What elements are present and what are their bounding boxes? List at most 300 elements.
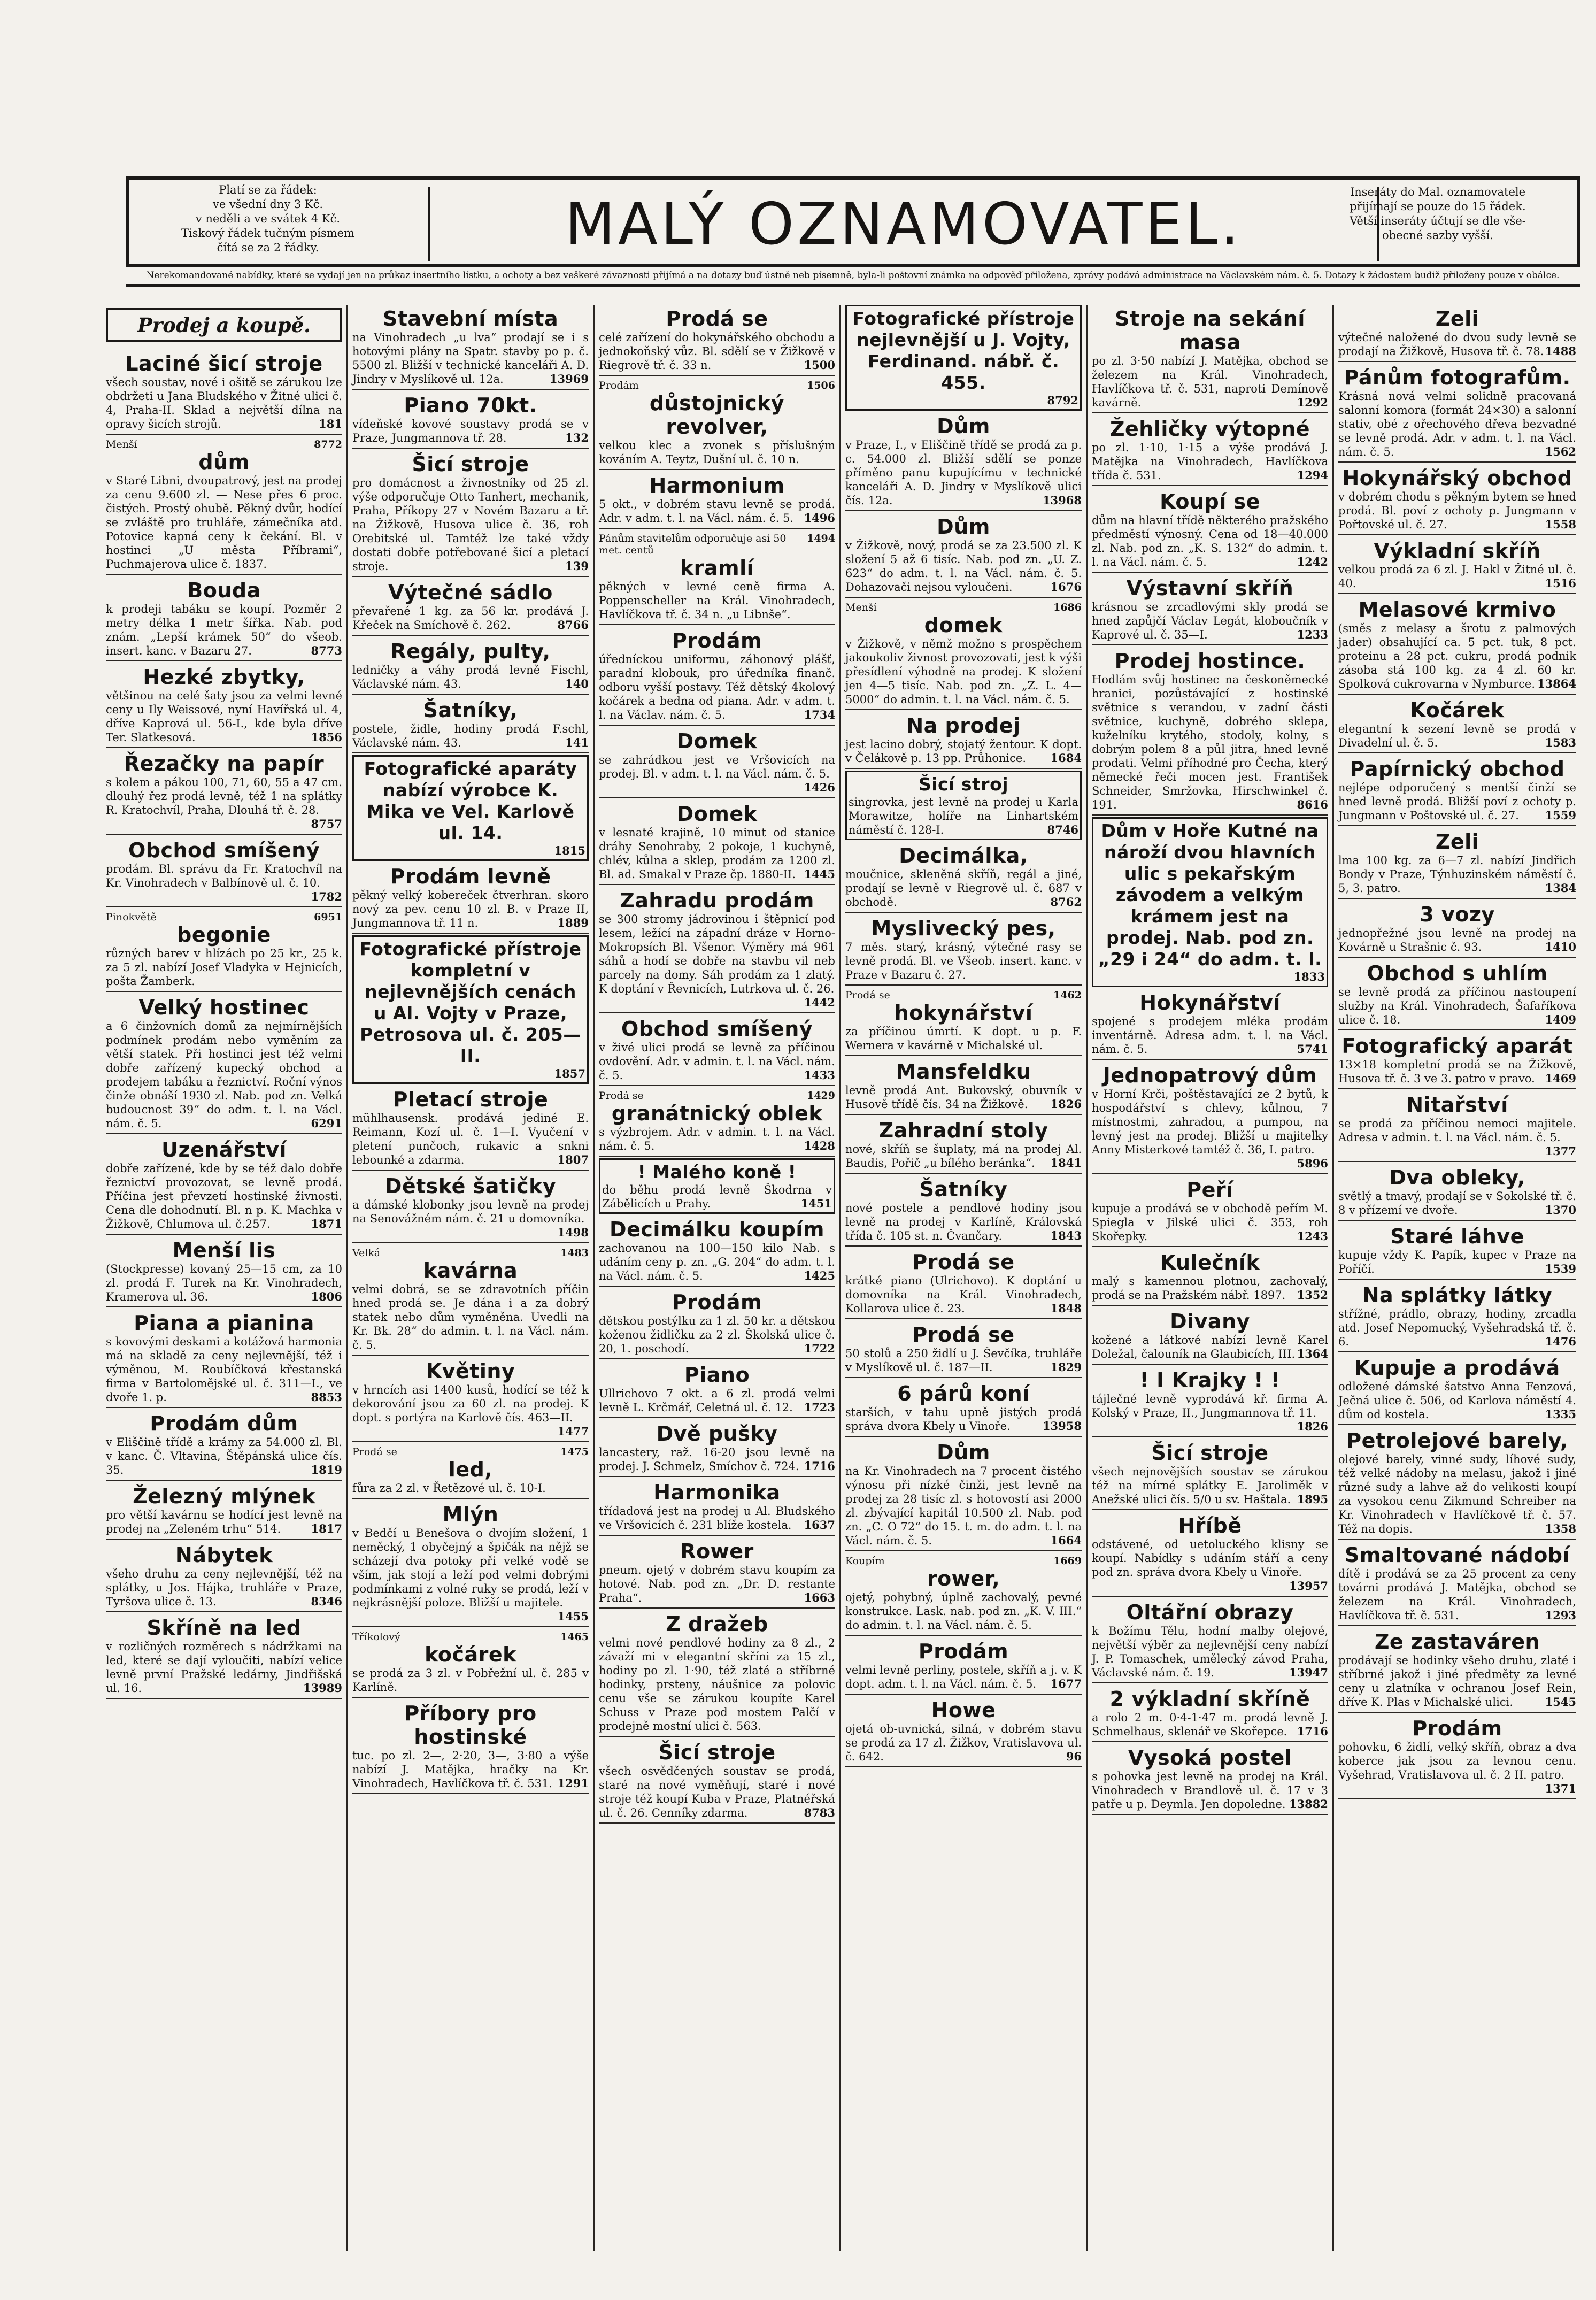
ad-text xyxy=(1338,722,1576,750)
ad-body: spojené s prodejem mléka prodám inventárně. Adresa adm. t. l. na Václ. nám. č. 5. xyxy=(1092,1015,1328,1056)
classified-ad xyxy=(352,1501,589,1627)
ad-body: v Praze, I., v Eliščině třídě se prodá za p. c. 54.000 zl. Bližší sdělí se ponze příměno panu kupujícímu v technické kanceláři A. D. Jindry v Myslíkově ulici čís. 12a. xyxy=(845,439,1082,507)
classified-ad xyxy=(352,1699,589,1794)
ad-number: 1494 xyxy=(807,533,835,544)
ad-body: vídeňské kovové soustavy prodá se v Praze, Jungmannova tř. 28. xyxy=(352,418,589,444)
ad-text xyxy=(1092,1014,1328,1056)
ad-number: 1451 xyxy=(800,1197,832,1210)
ad-body: prodávají se hodinky všeho druhu, zlaté i stříbrné jakož i jiné předměty za levné ceny u zlatníka v ochranou Josef Rein, dříve K. Plas v Michalské ulici. xyxy=(1338,1654,1576,1709)
classified-ad xyxy=(106,1136,342,1235)
ad-body: velkou klec a zvonek s příslušným kováním A. Teytz, Dušní ul. č. 10 n. xyxy=(599,439,835,466)
classified-ad xyxy=(599,378,835,470)
ad-heading: Zeli xyxy=(1435,830,1479,853)
ad-body: se zahrádkou jest ve Vršovicích na prodej. Bl. v adm. t. l. na Václ. nám. č. 5. xyxy=(599,753,835,780)
ad-heading: Fotografické přístroje nejlevnější u J. Vojty, Ferdinand. nábř. č. 455. xyxy=(852,308,1075,393)
ad-number: 1433 xyxy=(804,1068,835,1082)
ad-body: třídadová jest na prodej u Al. Bludského ve Vršovicích č. 231 blíže kostela. xyxy=(599,1505,835,1532)
classified-ad xyxy=(1338,959,1576,1030)
ad-body: většinou na celé šaty jsou za velmi levné ceny u Ily Weissové, nyní Havířská ul. 4, dříve Kaprová ul. 56-I., kde byla dříve Ter. Slatkesová. xyxy=(106,689,342,744)
ad-heading: důstojnický revolver, xyxy=(649,391,785,439)
classified-ad xyxy=(1092,415,1328,486)
ad-heading: Laciné šicí stroje xyxy=(125,352,323,375)
ad-prefix: Prodá se xyxy=(599,1090,644,1102)
ad-body: k Božímu Tělu, hodní malby olejové, největší výběr za nejlevnější ceny nabízí J. P. Tomaschek, umělecký závod Praha, Václavské nám. č. 19. xyxy=(1092,1625,1328,1679)
ad-number: 8762 xyxy=(1050,895,1082,909)
classified-ad xyxy=(1338,1091,1576,1162)
header-rate-line: Tiskový řádek tučným písmem xyxy=(181,227,354,240)
ad-prefix: Prodá se xyxy=(845,989,890,1001)
classified-ad xyxy=(599,1158,835,1214)
classified-ad xyxy=(845,914,1082,986)
ad-text xyxy=(845,940,1082,982)
classified-ad xyxy=(1092,1366,1328,1437)
ad-body: převařené 1 kg. za 56 kr. prodává J. Křeček na Smíchově č. 262. xyxy=(352,605,589,632)
ad-heading: Dům xyxy=(937,414,990,438)
ad-heading: Prodám xyxy=(918,1640,1009,1663)
classified-ad xyxy=(845,1696,1082,1767)
ad-heading: Železný mlýnek xyxy=(133,1484,315,1508)
ad-body: odstávené, od uetoluckého klisny se koupí. Nabídky s udáním stáří a ceny pod zn. správa dvora Kbely u Vinoře. xyxy=(1092,1538,1328,1579)
ad-heading: Piano 70kt. xyxy=(404,394,537,417)
classified-ad xyxy=(845,1321,1082,1378)
classified-ad xyxy=(1338,305,1576,362)
classified-ad xyxy=(599,1288,835,1359)
ad-number: 1817 xyxy=(311,1522,342,1535)
classified-ad xyxy=(845,305,1082,411)
classified-ad xyxy=(845,771,1082,840)
ad-text xyxy=(1092,1537,1328,1593)
classified-ad xyxy=(845,1248,1082,1319)
ad-column xyxy=(1334,305,1580,2251)
ad-body: kupuje a prodává se v obchodě peřím M. Spiegla v Jilské ulici č. 353, roh Skořepky. xyxy=(1092,1202,1328,1243)
ad-number: 1488 xyxy=(1545,344,1576,358)
ad-text xyxy=(845,737,1082,765)
ad-prefix: Pinokvětě xyxy=(106,911,157,923)
ad-number: 1856 xyxy=(311,730,342,744)
ad-body: velkou prodá za 6 zl. J. Hakl v Žitné ul. č. 40. xyxy=(1338,563,1576,590)
ad-prefix-line xyxy=(845,989,1082,1001)
ad-heading: Fotografické přístroje kompletní v nejlevnějších cenách u Al. Vojty v Praze, Petrosova ul. č. 205—II. xyxy=(359,939,582,1066)
ad-column xyxy=(841,305,1088,2251)
ad-body: pro domácnost a živnostníky od 25 zl. výše odporučuje Otto Tanhert, mechanik, Praha, Příkopy 27 v Novém Bazaru a tř. na Žižkově, Husova ulice č. 36, roh Orebitské ul. Tamtéž lze také vždy dostati dobře potřebované šicí a pletací stroje. xyxy=(352,476,589,573)
ad-text xyxy=(599,580,835,621)
ad-heading: Nábytek xyxy=(175,1543,273,1567)
ad-heading: Hříbě xyxy=(1178,1514,1242,1537)
ad-text xyxy=(106,1335,342,1404)
ad-number: 1722 xyxy=(804,1342,835,1355)
ad-heading: kočárek xyxy=(425,1643,516,1666)
ad-heading: Šicí stroj xyxy=(918,774,1009,795)
ad-heading: Šatníky, xyxy=(423,698,518,722)
ad-number: 1476 xyxy=(1545,1335,1576,1348)
classified-ad xyxy=(352,1629,589,1698)
ad-number: 8853 xyxy=(311,1390,342,1404)
ad-body: úředníckou uniformu, záhonový plášť, paradní klobouk, pro úředníka finanč. odboru vyšší postavy. Též dětský 4kolový kočárek a bedna od piana. Adr. v adm. t. l. na Václav. nám. č. 5. xyxy=(599,653,835,721)
classified-ad xyxy=(106,1309,342,1408)
ad-prefix-line xyxy=(845,602,1082,613)
classified-ad xyxy=(1092,488,1328,573)
ad-number: 1562 xyxy=(1545,445,1576,458)
ad-heading: Vysoká postel xyxy=(1128,1746,1292,1770)
classified-ad xyxy=(599,1739,835,1824)
ad-number: 1857 xyxy=(554,1067,585,1080)
classified-ad xyxy=(599,1537,835,1609)
header-condition-line: Větší inseráty účtují se dle vše- xyxy=(1350,214,1526,227)
ad-body: světlý a tmavý, prodají se v Sokolské tř. č. 8 v přízemí ve dvoře. xyxy=(1338,1190,1576,1217)
ad-heading: Žehličky výtopné xyxy=(1109,417,1310,441)
ad-body: všech osvědčených soustav se prodá, staré na nové vyměňují, staré i nové stroje též koupí Kuba v Praze, Platnéřská ul. č. 26. Cenníky zdarma. xyxy=(599,1765,835,1819)
ad-number: 139 xyxy=(565,559,589,573)
ad-text xyxy=(845,637,1082,706)
ad-heading: Staré láhve xyxy=(1390,1225,1524,1248)
ad-prefix: Tříkolový xyxy=(352,1631,400,1643)
ad-number: 5896 xyxy=(1297,1157,1328,1170)
ad-text xyxy=(845,1274,1082,1316)
ad-text xyxy=(106,602,342,658)
ad-text xyxy=(599,826,835,881)
ad-number: 96 xyxy=(1066,1750,1082,1763)
ad-body: elegantní k sezení levně se prodá v Divadelní ul. č. 5. xyxy=(1338,722,1576,749)
ad-heading: Hokynářský obchod xyxy=(1342,466,1572,490)
ad-heading: Stavební místa xyxy=(382,307,559,330)
header-title-box xyxy=(428,187,1379,261)
ad-number: 1445 xyxy=(804,867,835,881)
ad-body: všeho druhu za ceny nejlevnější, též na splátky, u Jos. Hájka, truhláře v Praze, Tyršova ulice č. 13. xyxy=(106,1567,342,1608)
ad-text xyxy=(1338,490,1576,532)
ad-text xyxy=(599,1241,835,1283)
ad-number: 1506 xyxy=(807,380,835,391)
ad-text xyxy=(352,1383,589,1438)
ad-number: 13957 xyxy=(1289,1579,1328,1593)
ad-heading: Dům v Hoře Kutné na nároží dvou hlavních ulic s pekařským závodem a velkým krámem jest na prodej. Nab. pod zn. „29 i 24“ do adm. t. l. xyxy=(1098,820,1322,970)
ad-body: ojetá ob-uvnická, silná, v dobrém stavu se prodá za 17 zl. Žižkov, Vratislavova ul. č. 642. xyxy=(845,1722,1082,1763)
ad-number: 1409 xyxy=(1545,1013,1576,1026)
ad-heading: Prodej hostince. xyxy=(1114,649,1306,673)
ad-heading: Hezké zbytky, xyxy=(143,665,305,689)
header-condition-line: obecné sazby vyšší. xyxy=(1382,229,1493,242)
classified-ad xyxy=(106,1236,342,1307)
ad-heading: Na prodej xyxy=(906,714,1021,737)
classified-ad xyxy=(106,663,342,748)
ad-heading: Petrolejové barely, xyxy=(1346,1429,1568,1452)
ad-text xyxy=(352,1526,589,1623)
ad-heading: Jednopatrový dům xyxy=(1102,1064,1317,1087)
classified-ad xyxy=(1338,1628,1576,1713)
ad-prefix-line xyxy=(352,1631,589,1643)
ad-body: velmi nové pendlové hodiny za 8 zl., 2 závaží mi v elegantní skříni za 15 zl., hodiny po zl. 1·90, též zlaté a stříbrné hodinky, prsteny, náušnice za polovic cenu vše se zárukou koupíte Karel Schuss v Praze pod mostem Palčí v prodejně mostní ulici č. 563. xyxy=(599,1636,835,1733)
ad-heading: Stroje na sekání masa xyxy=(1115,307,1305,354)
classified-ad xyxy=(1338,1354,1576,1425)
ad-text xyxy=(845,1347,1082,1374)
ad-body: singrovka, jest levně na prodej u Karla Morawitze, holíře na Linhartském náměstí č. 128-I. xyxy=(849,796,1078,836)
classified-ad xyxy=(1338,537,1576,594)
ad-heading: Regály, pulty, xyxy=(390,640,551,663)
ad-body: dům na hlavní třídě některého pražského předměstí výnosný. Cena od 18—40.000 zl. Nab. pod zn. „K. S. 132“ do admin. t. l. na Václ. nám. č. 5. xyxy=(1092,514,1328,568)
ad-heading: Velký hostinec xyxy=(138,996,310,1019)
ad-body: s pohovka jest levně na prodej na Král. Vinohradech v Brandlově ul. č. 17 v 3 patře u p. Deymla. Jen dopoledne. xyxy=(1092,1770,1328,1811)
ad-text xyxy=(1092,1274,1328,1302)
ad-body: 13×18 kompletní prodá se na Žižkově, Husova tř. č. 3 ve 3. patro v pravo. xyxy=(1338,1058,1576,1085)
ad-heading: Šatníky xyxy=(919,1178,1008,1201)
ad-body: ledničky a váhy prodá levně Fischl, Václavské nám. 43. xyxy=(352,664,589,690)
ad-heading: Prodám xyxy=(1412,1717,1502,1740)
ad-number: 1833 xyxy=(1293,970,1325,983)
ad-body: pěkných v levné ceně firma A. Poppenscheller na Král. Vinohradech, Havlíčkova tř. č. 34 n. „u Libnše“. xyxy=(599,580,835,621)
ad-heading: Koupí se xyxy=(1160,490,1260,513)
ad-heading: led, xyxy=(448,1458,493,1481)
classified-ad xyxy=(1338,1541,1576,1626)
ad-number: 8772 xyxy=(314,439,342,450)
ad-heading: Divany xyxy=(1170,1310,1250,1333)
ad-heading: Dva obleky, xyxy=(1389,1166,1525,1189)
ad-heading: Obchod smíšený xyxy=(128,839,320,862)
ad-body: v Staré Libni, dvoupatrový, jest na prodej za cenu 9.600 zl. — Nese přes 6 proc. čistých. Prostý ohubě. Pěkný dvůr, hodící se zvláště pro truhláře, zámečníka atd. Potovice kapná ceny k čekání. Bl. v hostinci „U města Příbrami“, Puchmajerova ulice č. 1837. xyxy=(106,474,342,571)
ad-column xyxy=(595,305,841,2251)
ad-heading: Prodám levně xyxy=(390,865,551,888)
classified-ad xyxy=(599,1479,835,1536)
ad-number: 8616 xyxy=(1297,798,1328,811)
classified-ad xyxy=(352,1086,589,1171)
header-rates xyxy=(134,183,402,255)
ad-body: všech nejnovějších soustav se zárukou též na mírné splátky E. Jaroliměk v Anežské ulici čís. 5/0 u sv. Haštala. xyxy=(1092,1465,1328,1506)
ad-body: nové, skříň se šuplaty, má na prodej Al. Baudis, Pořič „u bílého beránka“. xyxy=(845,1143,1082,1170)
classified-ad xyxy=(1338,1164,1576,1221)
ad-number: 8773 xyxy=(311,644,342,657)
ad-text xyxy=(106,1019,342,1130)
ad-number: 1686 xyxy=(1053,602,1082,613)
classified-ad xyxy=(1092,1512,1328,1597)
ad-number: 6291 xyxy=(311,1117,342,1130)
classified-ad xyxy=(1338,364,1576,463)
classified-ad xyxy=(599,472,835,529)
classified-ad xyxy=(845,987,1082,1056)
ad-text xyxy=(352,1282,589,1352)
ad-body: pohovku, 6 židlí, velký skříň, obraz a dva koberce jak jsou za levnou cenu. Vyšehrad, Vratislavova ul. č. 2 II. patro. xyxy=(1338,1741,1576,1781)
ad-number: 1292 xyxy=(1297,396,1328,409)
ad-text xyxy=(1338,1653,1576,1709)
ad-body: krátké piano (Ulrichovo). K doptání u domovníka na Král. Vinohradech, Kollarova ulice č. 23. xyxy=(845,1274,1082,1315)
ad-body: se prodá za příčinou nemoci majitele. Adresa v admin. t. l. na Václ. nám. č. 5. xyxy=(1338,1117,1576,1144)
classified-ad xyxy=(352,305,589,390)
ad-number: 1358 xyxy=(1545,1522,1576,1535)
ad-heading: Příbory pro hostinské xyxy=(404,1702,537,1749)
ad-body: moučnice, skleněná skříň, regál a jiné, prodají se levně v Riegrově ul. č. 687 v obchodě. xyxy=(845,868,1082,909)
ad-text xyxy=(1092,600,1328,642)
ad-text xyxy=(1092,1392,1328,1433)
classified-ad xyxy=(106,1410,342,1481)
ad-body: s kovovými deskami a kotážová harmonia má na skladě za ceny nejlevnější, též i výměnou, M. Roubíčková křestanská firma v Bartolomějské ul. č. 311—I., ve dvoře 1. p. xyxy=(106,1335,342,1404)
ad-number: 6951 xyxy=(314,911,342,923)
ad-number: 1426 xyxy=(804,781,835,794)
ad-body: na Vinohradech „u lva“ prodají se i s hotovými plány na Spatr. stavby po p. č. 5500 zl. Bližší v technické kanceláři A. D. Jindry v Myslíkově ul. 12a. xyxy=(352,331,589,386)
classified-ad xyxy=(352,637,589,695)
classified-ad xyxy=(599,1610,835,1737)
ad-text xyxy=(849,795,1078,837)
ad-text xyxy=(352,888,589,930)
classified-ad xyxy=(106,576,342,661)
classified-ad xyxy=(845,1117,1082,1174)
ad-body: všech soustav, nové i ošitě se zárukou lze obdržeti u Jana Bludského v Žitné ulici č. 4, Praha-II. Sklad a největší dílna na opravy šicích strojů. xyxy=(106,376,342,430)
ad-body: Krásná nová velmi solidně pracovaná salonní komora (formát 24×30) a salonní stativ, obé z ořechového dřeva bezvadné se levně prodá. Adr. v adm. t. l. na Václ. nám. č. 5. xyxy=(1338,390,1576,458)
ad-body: jest lacino dobrý, stojatý žentour. K dopt. v Čelákově p. 13 pp. Průhonice. xyxy=(845,738,1082,765)
ad-heading: Fotografické aparáty nabízí výrobce K. Mika ve Vel. Karlově ul. 14. xyxy=(364,758,577,843)
classified-ad xyxy=(845,513,1082,598)
ad-heading: Skříně na led xyxy=(147,1616,302,1640)
ad-text xyxy=(1092,1202,1328,1243)
ad-body: postele, židle, hodiny prodá F.schl, Václavské nám. 43. xyxy=(352,722,589,749)
ad-body: pro větší kavárnu se hodící jest levně na prodej na „Zeleném trhu“ 514. xyxy=(106,1509,342,1535)
classified-ad xyxy=(106,994,342,1134)
ad-prefix-line xyxy=(845,1555,1082,1567)
header-rate-line: Platí se za řádek: xyxy=(219,183,317,196)
ad-number: 8792 xyxy=(1047,394,1078,407)
ad-body: do běhu prodá levně Škodrna v Zábělicích u Prahy. xyxy=(602,1183,832,1210)
classified-ad xyxy=(1338,596,1576,695)
ad-number: 1242 xyxy=(1297,555,1328,568)
classified-ad xyxy=(106,436,342,575)
ad-number: 1352 xyxy=(1297,1288,1328,1302)
ad-text xyxy=(599,1314,835,1356)
ad-column xyxy=(348,305,595,2251)
ad-text xyxy=(1338,1307,1576,1349)
ad-body: kožené a látkové nabízí levně Karel Doležal, čalouník na Glaubicích, III. xyxy=(1092,1334,1328,1360)
ad-body: dětskou postýlku za 1 zl. 50 kr. a dětskou koženou židličku za 2 zl. Školská ulice č. 20, 1. poschodí. xyxy=(599,1314,835,1355)
ad-number: 1429 xyxy=(807,1090,835,1102)
header-conditions xyxy=(1304,185,1571,243)
ad-text xyxy=(599,1563,835,1605)
ad-number: 1871 xyxy=(311,1217,342,1230)
ad-text xyxy=(1092,1711,1328,1739)
ad-number: 1716 xyxy=(1297,1725,1328,1738)
ad-number: 1243 xyxy=(1297,1229,1328,1243)
ad-text xyxy=(845,539,1082,594)
ad-heading: Domek xyxy=(676,802,758,826)
classified-ad xyxy=(352,696,589,753)
classified-header xyxy=(126,176,1580,267)
ad-body: v lesnaté krajině, 10 minut od stanice dráhy Senohraby, 2 pokoje, 1 kuchyně, chlév, kůlna a sklep, prodám za 1200 zl. Bl. ad. Smakal v Praze čp. 1880-II. xyxy=(599,826,835,881)
classified-ad xyxy=(352,1245,589,1356)
ad-number: 1806 xyxy=(311,1290,342,1303)
ad-text xyxy=(1338,853,1576,895)
ad-text xyxy=(599,1636,835,1733)
ad-number: 1826 xyxy=(1050,1097,1082,1111)
ad-text xyxy=(1092,673,1328,812)
ad-heading: Šicí stroje xyxy=(412,452,529,476)
ad-body: se 300 stromy jádrovinou i štěpnicí pod lesem, ležící na západní dráze v Horno-Mokropsích Bl. Všenor. Výměry má 961 sáhů a hodí se dobře na stavbu vil neb parcely na domy. Sáh prodám za 1 zlatý. K doptání v Řevnicích, Lutrkova ul. č. 26. xyxy=(599,913,835,995)
ad-heading: Prodá se xyxy=(912,1250,1015,1274)
ad-heading: Šicí stroje xyxy=(1151,1441,1269,1465)
ad-body: tájlečné levně vyprodává kř. firma A. Kolský v Praze, II., Jungmannova tř. 11. xyxy=(1092,1393,1328,1419)
ad-body: a dámské klobonky jsou levně na prodej na Senovážném nám. č. 21 u domovníka. xyxy=(352,1198,589,1225)
ad-heading: Decimálka, xyxy=(899,844,1028,867)
ad-heading: Smaltované nádobí xyxy=(1344,1543,1570,1567)
ad-text xyxy=(845,1083,1082,1111)
ad-text xyxy=(1338,1567,1576,1622)
ad-text xyxy=(106,1435,342,1477)
ad-number: 1663 xyxy=(804,1591,835,1604)
ad-heading: Prodá se xyxy=(666,307,768,330)
classified-ad xyxy=(106,350,342,435)
ad-text xyxy=(1092,1087,1328,1170)
ad-heading: Dvě pušky xyxy=(656,1422,778,1445)
ad-heading: Hokynářství xyxy=(1139,991,1281,1014)
ad-number: 1364 xyxy=(1297,1347,1328,1360)
ad-number: 5741 xyxy=(1297,1042,1328,1056)
ad-prefix-line xyxy=(106,439,342,450)
classified-ad xyxy=(1338,1032,1576,1089)
ad-heading: Ze zastaváren xyxy=(1374,1630,1540,1653)
ad-number: 1384 xyxy=(1545,881,1576,895)
ad-text xyxy=(599,912,835,1009)
ad-text xyxy=(106,862,342,903)
ad-prefix-line xyxy=(599,533,835,556)
classified-ad xyxy=(352,1357,589,1442)
classified-ad xyxy=(1338,696,1576,753)
ad-body: fůra za 2 zl. v Řetězové ul. č. 10-I. xyxy=(352,1482,546,1495)
classified-ad xyxy=(845,1439,1082,1551)
ad-number: 1455 xyxy=(557,1610,589,1623)
ad-heading: Harmonium xyxy=(649,474,785,497)
ad-number: 1410 xyxy=(1545,940,1576,953)
ad-text xyxy=(1338,621,1576,691)
classified-ad xyxy=(1338,1281,1576,1352)
ad-text xyxy=(352,604,589,632)
ad-body: velmi dobrá, se se zdravotních příčin hned prodá se. Je dána i a za dobrý statek nebo dům vyměněna. Uvedli na Kr. Bk. 28“ do admin. t. l. na Václ. nám. č. 5. xyxy=(352,1283,589,1351)
ad-heading: Dům xyxy=(937,515,990,539)
ad-body: olejové barely, vinné sudy, líhové sudy, též velké nádoby na melasu, jakož i jiné různé sudy a lahve až do velikosti koupí za vysokou cenu Zikmund Schreiber na Kr. Vinohradech v Havlíčkově tř. č. 57. Též na dopis. xyxy=(1338,1453,1576,1535)
ad-body: se prodá za 3 zl. v Pobřežní ul. č. 285 v Karlíně. xyxy=(352,1667,589,1694)
classified-ad xyxy=(1338,464,1576,535)
ad-text xyxy=(352,330,589,386)
ad-number: 141 xyxy=(565,736,589,749)
ad-text xyxy=(1092,1770,1328,1811)
ad-heading: begonie xyxy=(177,923,271,947)
ad-text xyxy=(1092,354,1328,410)
ad-body: kupuje vždy K. Papík, kupec v Praze na Poříčí. xyxy=(1338,1249,1576,1275)
classified-ad xyxy=(1338,1714,1576,1799)
ad-heading: Domek xyxy=(676,729,758,753)
ad-text xyxy=(106,1161,342,1231)
ad-heading: Zahradu prodám xyxy=(620,889,814,912)
ad-number: 181 xyxy=(319,417,342,430)
ad-text xyxy=(845,867,1082,909)
ad-prefix: Menší xyxy=(106,439,137,450)
ad-heading: Decimálku koupím xyxy=(610,1218,824,1241)
page-title: MALÝ OZNAMOVATEL. xyxy=(565,190,1243,258)
ad-body: dítě i prodává se za 25 procent za ceny továrni prodává J. Matějka, obchod se železem na Král. Vinohradech, Havlíčkova tř. č. 531. xyxy=(1338,1567,1576,1622)
ad-heading: Kupuje a prodává xyxy=(1354,1356,1560,1380)
ad-prefix: Prodá se xyxy=(352,1446,397,1458)
ad-text xyxy=(106,947,342,988)
ad-text xyxy=(1092,441,1328,482)
ad-text xyxy=(1338,781,1576,822)
classified-ad xyxy=(352,391,589,449)
ad-text xyxy=(599,1504,835,1532)
ad-number: 1637 xyxy=(804,1518,835,1532)
ad-heading: Zahradní stoly xyxy=(878,1119,1048,1142)
ad-text xyxy=(1338,985,1576,1027)
ad-heading: Peří xyxy=(1186,1178,1233,1202)
ad-heading: Pletací stroje xyxy=(392,1088,549,1111)
classified-ad xyxy=(1338,1427,1576,1540)
ad-number: 1233 xyxy=(1297,628,1328,641)
classified-ad xyxy=(845,1058,1082,1115)
ad-text xyxy=(352,663,589,691)
ad-heading: Prodá se xyxy=(912,1323,1015,1347)
ad-number: 1465 xyxy=(560,1631,589,1643)
ad-heading: Prodám xyxy=(672,629,762,652)
ad-heading: Rower xyxy=(680,1540,754,1563)
